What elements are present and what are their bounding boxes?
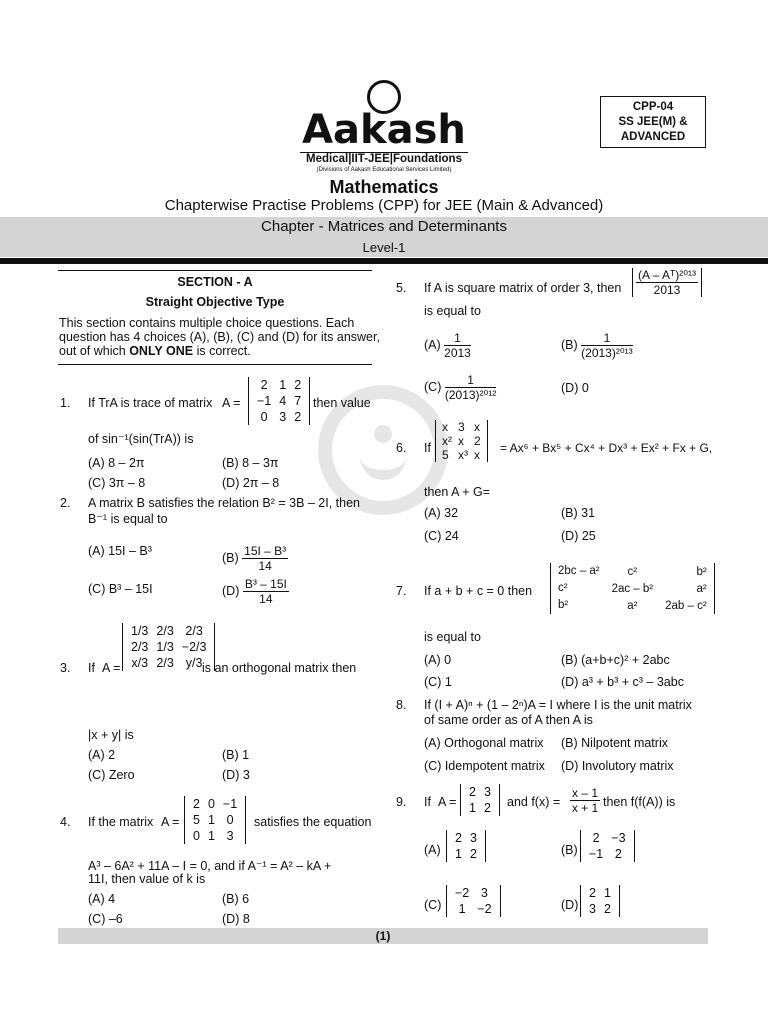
question-number: 8. xyxy=(396,698,407,712)
watermark-dot-icon xyxy=(374,425,392,443)
option-c-matrix[interactable] xyxy=(446,885,501,917)
matrix-cell: 2 xyxy=(455,831,462,845)
matrix-label: A = xyxy=(222,396,241,410)
matrix-cell: 3 xyxy=(279,410,287,424)
instructions-line: question has 4 choices (A), (B), (C) and (D) for its answer, xyxy=(59,330,380,344)
matrix-cell: x xyxy=(474,448,480,462)
matrix-cell: 2 xyxy=(614,847,622,861)
question-stem: If xyxy=(88,661,95,675)
cpp-code-line: ADVANCED xyxy=(620,131,686,143)
subject-title: Mathematics xyxy=(329,177,439,197)
level-label: Level-1 xyxy=(362,240,406,255)
option-a-label[interactable]: (A) xyxy=(424,843,441,857)
option-a[interactable]: (A) 2 xyxy=(88,748,116,762)
fraction-numerator: x – 1 xyxy=(572,786,599,800)
header-divider xyxy=(0,258,768,264)
instructions-text: out of which xyxy=(59,344,130,358)
fraction xyxy=(636,268,698,297)
matrix-cell: 0 xyxy=(207,797,215,811)
fraction xyxy=(242,544,288,573)
matrix-cell: b² xyxy=(696,565,707,578)
matrix-cell: 3 xyxy=(458,420,465,434)
question-number: 9. xyxy=(396,795,407,809)
section-title: SECTION - A xyxy=(177,275,253,289)
matrix xyxy=(248,377,310,425)
matrix-cell: 2/3 xyxy=(156,624,174,638)
matrix-cell: a² xyxy=(696,582,707,595)
matrix xyxy=(184,796,246,844)
matrix-cell: 3 xyxy=(226,829,234,843)
matrix-cell: 2 xyxy=(589,886,596,900)
fraction-numerator: 1 xyxy=(445,373,497,388)
matrix-cell: −2 xyxy=(455,886,470,900)
option-b[interactable]: (B) 8 – 3π xyxy=(222,456,279,470)
matrix-cell: x xyxy=(458,434,464,448)
instructions-line: This section contains multiple choice questions. Each xyxy=(59,316,355,330)
option-d[interactable]: (D) Involutory matrix xyxy=(561,759,674,773)
fraction-denominator: 14 xyxy=(259,592,273,606)
matrix-cell: −3 xyxy=(611,831,626,845)
option-a[interactable]: (A) 0 xyxy=(424,653,452,667)
matrix-cell: 3 xyxy=(469,831,477,845)
question-number: 6. xyxy=(396,441,407,455)
matrix-cell: 2/3 xyxy=(131,640,149,654)
option-b[interactable]: (B) Nilpotent matrix xyxy=(561,736,668,750)
matrix-cell: b² xyxy=(558,599,569,611)
question-stem: satisfies the equation xyxy=(254,815,372,829)
chapter-title: Chapter - Matrices and Determinants xyxy=(261,218,507,235)
option-label: (D) xyxy=(222,583,240,598)
option-a[interactable]: (A) Orthogonal matrix xyxy=(424,736,544,750)
option-b[interactable] xyxy=(561,331,633,360)
option-d[interactable]: (D) a³ + b³ + c³ – 3abc xyxy=(561,675,684,689)
option-c[interactable]: (C) 3π – 8 xyxy=(88,476,146,490)
matrix-cell: 2 xyxy=(483,801,491,815)
fraction xyxy=(570,786,600,815)
question-stem: is equal to xyxy=(424,630,481,644)
matrix-cell: 4 xyxy=(279,394,287,408)
option-label: (C) xyxy=(424,379,442,394)
question-stem: |x + y| is xyxy=(88,728,134,742)
instructions-text: is correct. xyxy=(193,344,251,358)
matrix-cell: 2ac – b² xyxy=(611,582,654,595)
option-c[interactable]: (C) 1 xyxy=(424,675,452,689)
cpp-code-line: CPP-04 xyxy=(632,101,674,113)
fraction xyxy=(243,577,289,606)
question-number: 3. xyxy=(60,661,71,675)
option-d[interactable]: (D) 0 xyxy=(561,381,589,395)
matrix-cell: c² xyxy=(627,565,638,578)
option-d-label[interactable]: (D) xyxy=(561,898,579,912)
option-c-label[interactable]: (C) xyxy=(424,898,442,912)
option-d[interactable] xyxy=(222,577,289,606)
option-d[interactable]: (D) 8 xyxy=(222,912,250,926)
matrix-cell: 2 xyxy=(603,902,611,916)
matrix xyxy=(460,784,500,816)
matrix-cell: 2 xyxy=(474,434,481,448)
fraction-denominator: x + 1 xyxy=(571,801,599,815)
question-stem: A matrix B satisfies the relation B² = 3B – 2I, then xyxy=(88,496,361,510)
matrix-cell: −2/3 xyxy=(181,640,207,654)
option-a[interactable] xyxy=(424,331,471,360)
determinant xyxy=(632,268,702,297)
matrix-cell: 3 xyxy=(483,785,491,799)
subtitle: Chapterwise Practise Problems (CPP) for JEE (Main & Advanced) xyxy=(164,197,604,214)
matrix-cell: 1 xyxy=(469,801,476,815)
cpp-code-line: SS JEE(M) & xyxy=(618,116,688,128)
question-stem: If A is square matrix of order 3, then xyxy=(424,281,622,295)
matrix-cell: −2 xyxy=(477,902,492,916)
option-c[interactable]: (C) –6 xyxy=(88,912,123,926)
matrix-cell: 2bc – a² xyxy=(558,565,600,577)
option-b[interactable] xyxy=(222,544,288,573)
question-stem: is an orthogonal matrix then xyxy=(202,661,357,675)
fraction-denominator: (2013)²⁰¹² xyxy=(444,388,497,402)
matrix-cell: −1 xyxy=(222,797,238,811)
fraction-numerator: 1 xyxy=(581,331,633,346)
matrix-cell: 2/3 xyxy=(185,624,203,638)
matrix-cell: 0 xyxy=(193,829,200,843)
question-stem: then value xyxy=(313,396,371,410)
fraction-denominator: 2013 xyxy=(444,346,471,360)
option-label: (B) xyxy=(561,337,578,352)
question-number: 4. xyxy=(60,815,71,829)
question-stem: B⁻¹ is equal to xyxy=(88,512,168,526)
option-c[interactable] xyxy=(424,373,496,402)
option-label: (B) xyxy=(222,550,239,565)
fraction xyxy=(444,331,471,360)
matrix-cell: 2 xyxy=(193,797,200,811)
fraction-numerator: (A – Aᵀ)²⁰¹³ xyxy=(638,268,697,282)
matrix-label: A = xyxy=(438,795,457,809)
matrix-cell: 3 xyxy=(589,902,596,916)
question-number: 1. xyxy=(60,396,71,410)
matrix-cell: 3 xyxy=(480,886,488,900)
option-d[interactable]: (D) 25 xyxy=(561,529,596,543)
matrix-cell: c² xyxy=(558,582,568,594)
matrix-cell: −1 xyxy=(589,847,604,861)
option-d[interactable]: (D) 2π – 8 xyxy=(222,476,280,490)
matrix-cell: y/3 xyxy=(185,656,203,670)
option-a[interactable]: (A) 15I – B³ xyxy=(88,544,152,558)
matrix-label: A = xyxy=(102,661,121,675)
matrix-cell: 1/3 xyxy=(131,624,149,638)
instructions-line xyxy=(59,344,251,358)
matrix-cell: 2 xyxy=(469,785,476,799)
matrix-cell: x/3 xyxy=(131,656,149,670)
option-a[interactable]: (A) 4 xyxy=(88,892,116,906)
fraction-denominator: 14 xyxy=(258,559,272,573)
fraction-numerator: B³ – 15I xyxy=(244,577,287,591)
matrix-cell: 1 xyxy=(279,378,287,392)
matrix-cell: x³ xyxy=(458,448,468,462)
question-stem: 11I, then value of k is xyxy=(88,872,206,886)
matrix-cell: 2 xyxy=(294,410,302,424)
matrix-cell: 2 xyxy=(592,831,600,845)
option-d-matrix[interactable] xyxy=(580,885,620,917)
page-number: (1) xyxy=(375,929,391,943)
matrix-cell: x xyxy=(474,420,480,434)
matrix-cell: 2 xyxy=(294,378,302,392)
question-number: 5. xyxy=(396,281,407,295)
matrix-cell: 2 xyxy=(260,378,268,392)
option-b[interactable]: (B) (a+b+c)² + 2abc xyxy=(561,653,670,667)
matrix-cell: 1 xyxy=(458,902,466,916)
option-c[interactable]: (C) Idempotent matrix xyxy=(424,759,545,773)
determinant xyxy=(550,563,715,614)
question-stem: and f(x) = xyxy=(507,795,561,809)
instructions-emphasis: ONLY ONE xyxy=(129,344,194,358)
option-b[interactable]: (B) 6 xyxy=(222,892,250,906)
option-b[interactable]: (B) 31 xyxy=(561,506,596,520)
matrix-label: A = xyxy=(161,815,180,829)
option-a[interactable]: (A) 32 xyxy=(424,506,459,520)
fraction xyxy=(581,331,633,360)
option-c[interactable]: (C) 24 xyxy=(424,529,459,543)
question-stem: If xyxy=(424,795,431,809)
brand-division: (Divisions of Aakash Educational Services Limited) xyxy=(316,167,452,173)
question-stem: If (I + A)ⁿ + (1 – 2ⁿ)A = I where I is the unit matrix xyxy=(424,698,692,712)
matrix-cell: x xyxy=(442,420,448,434)
question-stem: of same order as of A then A is xyxy=(424,713,593,727)
matrix-cell: 1 xyxy=(207,813,215,827)
question-stem: If a + b + c = 0 then xyxy=(424,584,533,598)
question-stem: then f(f(A)) is xyxy=(603,795,676,809)
fraction xyxy=(445,373,497,402)
option-b-matrix[interactable] xyxy=(580,830,635,862)
matrix-cell: 1 xyxy=(455,847,462,861)
question-number: 7. xyxy=(396,584,407,598)
matrix-cell: 2 xyxy=(469,847,477,861)
option-b[interactable]: (B) 1 xyxy=(222,748,250,762)
fraction-numerator: 1 xyxy=(444,331,471,346)
fraction xyxy=(570,786,600,815)
option-d[interactable]: (D) 3 xyxy=(222,768,250,782)
matrix-cell: a² xyxy=(627,599,638,612)
matrix-cell: 0 xyxy=(226,813,234,827)
matrix-cell: 1 xyxy=(207,829,215,843)
matrix-cell: 1/3 xyxy=(156,640,174,654)
section-type: Straight Objective Type xyxy=(145,295,285,309)
section-bottom-rule xyxy=(58,364,372,365)
section-top-rule xyxy=(58,270,372,271)
matrix-cell: −1 xyxy=(257,394,272,408)
question-stem: A³ – 6A² + 11A – I = 0, and if A⁻¹ = A² – kA + xyxy=(88,859,332,873)
brand-tagline: Medical|IIT-JEE|Foundations xyxy=(300,152,468,165)
question-stem: If the matrix xyxy=(88,815,154,829)
matrix-cell: 2ab – c² xyxy=(665,599,707,612)
question-number: 2. xyxy=(60,496,71,510)
matrix-cell: 2/3 xyxy=(156,656,174,670)
matrix-cell: 5 xyxy=(442,448,449,462)
option-label: (A) xyxy=(424,337,441,352)
option-c[interactable]: (C) Zero xyxy=(88,768,135,782)
matrix-cell: 0 xyxy=(260,410,268,424)
cpp-code-box xyxy=(600,96,706,148)
brand-name: Aakash xyxy=(302,107,466,153)
question-stem: of sin⁻¹(sin(TrA)) is xyxy=(88,432,194,446)
question-stem: is equal to xyxy=(424,304,481,318)
fraction-denominator: (2013)²⁰¹³ xyxy=(581,346,633,360)
question-stem: = Ax⁶ + Bx⁵ + Cx⁴ + Dx³ + Ex² + Fx + G, xyxy=(500,441,713,455)
question-stem: If xyxy=(424,441,431,455)
option-b-label[interactable]: (B) xyxy=(561,843,578,857)
matrix-cell: 1 xyxy=(603,886,611,900)
option-a[interactable]: (A) 8 – 2π xyxy=(88,456,145,470)
fraction-denominator: 2013 xyxy=(653,283,681,297)
option-c[interactable]: (C) B³ – 15I xyxy=(88,582,153,596)
question-stem: then A + G= xyxy=(424,485,491,499)
fraction-numerator: 15I – B³ xyxy=(244,544,287,558)
matrix-cell: 5 xyxy=(193,813,200,827)
determinant xyxy=(435,420,488,462)
matrix-cell: 7 xyxy=(294,394,302,408)
question-stem: If TrA is trace of matrix xyxy=(88,396,213,410)
matrix-cell: x² xyxy=(442,434,452,448)
option-a-matrix[interactable] xyxy=(446,830,486,862)
